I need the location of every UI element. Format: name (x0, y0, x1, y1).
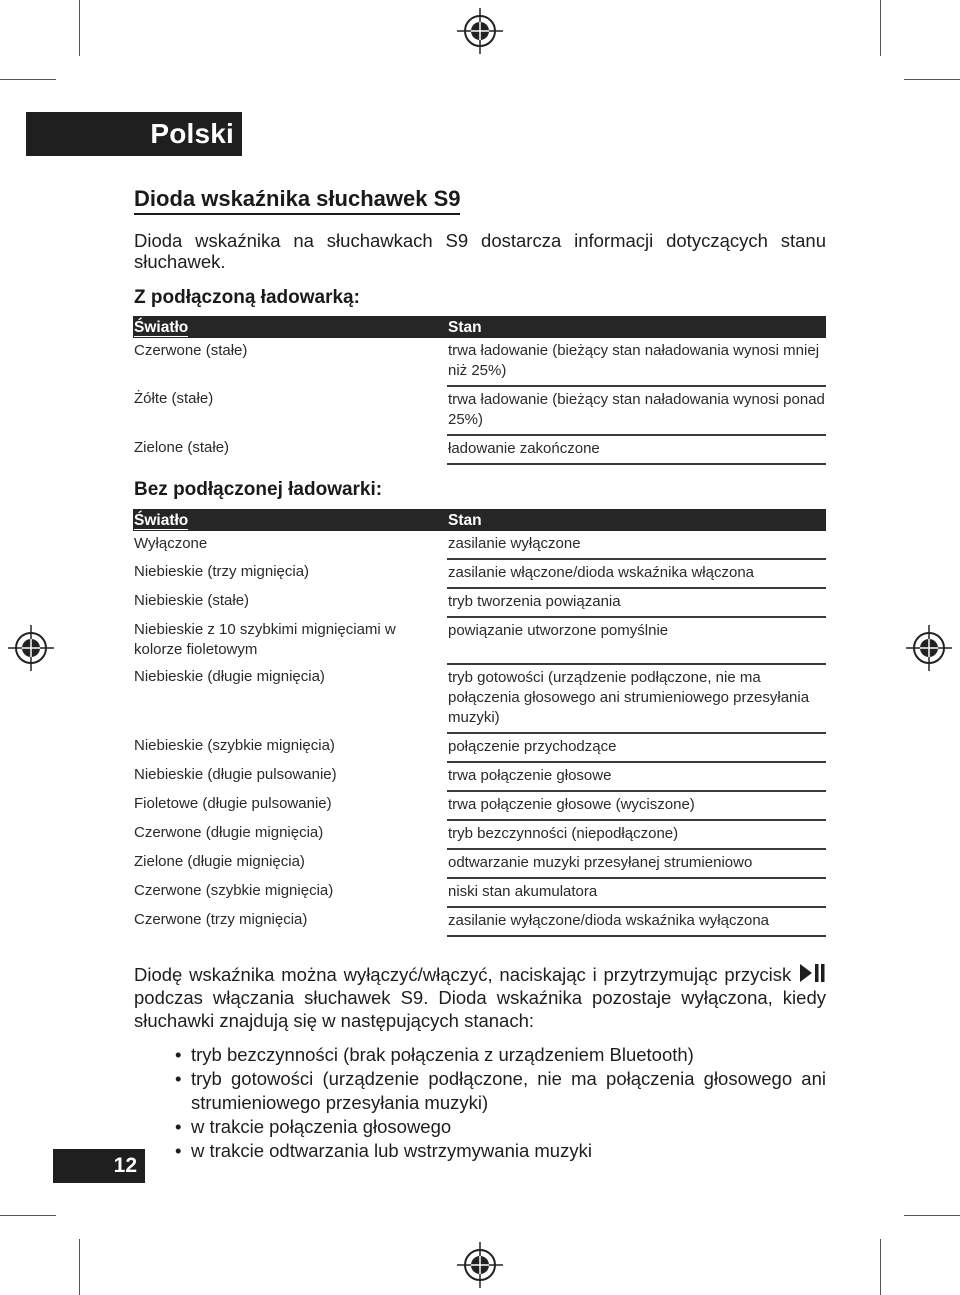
led-state-cell: połączenie przychodzące (447, 733, 826, 762)
table-row (133, 386, 826, 435)
play-pause-icon (798, 962, 826, 984)
led-state-cell: zasilanie włączone/dioda wskaźnika włączona (447, 559, 826, 588)
column-header-light (133, 316, 447, 338)
led-light-cell: Czerwone (szybkie mignięcia) (134, 882, 334, 899)
list-item (175, 1067, 826, 1115)
bullet: • (175, 1044, 182, 1065)
charger-led-table (133, 316, 826, 465)
table-row (133, 559, 826, 588)
led-light-cell: Fioletowe (długie pulsowanie) (134, 795, 332, 812)
list-item-text: tryb bezczynności (brak połączenia z urządzeniem Bluetooth) (191, 1044, 694, 1065)
led-light-cell: Niebieskie (stałe) (134, 592, 250, 609)
bullet: • (175, 1140, 182, 1161)
table-row (133, 820, 826, 849)
crop-mark (904, 79, 960, 80)
led-state-cell: trwa połączenie głosowe (wyciszone) (447, 791, 826, 820)
registration-mark-icon (457, 8, 503, 54)
column-header-state: Stan (447, 509, 826, 531)
registration-mark-icon (457, 1242, 503, 1288)
column-header-light-label: Światło (134, 319, 189, 336)
language-tab (26, 112, 242, 156)
table-row (133, 733, 826, 762)
led-light-cell: Zielone (stałe) (134, 439, 230, 456)
crop-mark (880, 1239, 881, 1295)
table-row (133, 435, 826, 464)
led-light-cell: Czerwone (trzy mignięcia) (134, 911, 308, 928)
toggle-paragraph (134, 962, 826, 1032)
table-header-row (133, 316, 826, 338)
led-light-cell: Niebieskie (długie mignięcia) (134, 668, 325, 685)
list-item-text: w trakcie połączenia głosowego (191, 1116, 452, 1137)
list-item (175, 1139, 826, 1163)
led-state-cell: tryb bezczynności (niepodłączone) (447, 820, 826, 849)
table-row (133, 849, 826, 878)
led-state-cell: tryb tworzenia powiązania (447, 588, 826, 617)
column-header-light (133, 509, 447, 531)
bullet: • (175, 1116, 182, 1137)
toggle-text-after: podczas włączania słuchawek S9. Dioda wskaźnika pozostaje wyłączona, kiedy słuchawki znajdują się w następujących stanach: (134, 987, 826, 1031)
crop-mark (0, 1215, 56, 1216)
list-item (175, 1115, 826, 1139)
led-light-cell: Niebieskie (długie pulsowanie) (134, 766, 337, 783)
conditions-list (175, 1043, 826, 1163)
led-state-cell: trwa połączenie głosowe (447, 762, 826, 791)
table-row (133, 338, 826, 386)
bullet: • (175, 1068, 182, 1089)
led-state-cell: powiązanie utworzone pomyślnie (447, 617, 826, 664)
crop-mark (0, 79, 56, 80)
no-charger-led-table (133, 509, 826, 937)
led-state-cell: trwa ładowanie (bieżący stan naładowania wynosi ponad 25%) (447, 386, 826, 435)
crop-mark (79, 0, 80, 56)
language-label: Polski (150, 118, 234, 149)
table-row (133, 664, 826, 733)
table-row (133, 531, 826, 559)
led-state-cell: niski stan akumulatora (447, 878, 826, 907)
section-title-charger: Z podłączoną ładowarką: (134, 287, 360, 308)
crop-mark (880, 0, 881, 56)
crop-mark (79, 1239, 80, 1295)
registration-mark-icon (906, 625, 952, 671)
page-number: 12 (113, 1154, 137, 1177)
page-title: Dioda wskaźnika słuchawek S9 (134, 186, 460, 215)
table-row (133, 791, 826, 820)
led-light-cell: Wyłączone (134, 535, 208, 552)
table-row (133, 762, 826, 791)
led-state-cell: tryb gotowości (urządzenie podłączone, nie ma połączenia głosowego ani strumieniowego przesyłania muzyki) (447, 664, 826, 733)
led-state-cell: ładowanie zakończone (447, 435, 826, 464)
toggle-text-before: Diodę wskaźnika można wyłączyć/włączyć, naciskając i przytrzymując przycisk (134, 964, 792, 985)
led-state-cell: zasilanie wyłączone (447, 531, 826, 559)
table-row (133, 878, 826, 907)
led-light-cell: Zielone (długie mignięcia) (134, 853, 305, 870)
intro-paragraph: Dioda wskaźnika na słuchawkach S9 dostarcza informacji dotyczących stanu słuchawek. (134, 230, 826, 272)
table-row (133, 617, 826, 664)
led-state-cell: odtwarzanie muzyki przesyłanej strumieniowo (447, 849, 826, 878)
led-light-cell: Żółte (stałe) (134, 390, 214, 407)
list-item (175, 1043, 826, 1067)
table-row (133, 588, 826, 617)
led-light-cell: Niebieskie (szybkie mignięcia) (134, 737, 335, 754)
led-light-cell: Czerwone (stałe) (134, 342, 248, 359)
led-light-cell: Niebieskie z 10 szybkimi mignięciami w kolorze fioletowym (134, 621, 396, 658)
led-state-cell: zasilanie wyłączone/dioda wskaźnika wyłączona (447, 907, 826, 936)
list-item-text: tryb gotowości (urządzenie podłączone, nie ma połączenia głosowego ani strumieniowego przesyłania muzyki) (191, 1068, 826, 1113)
table-row (133, 907, 826, 936)
page-number-box (53, 1149, 145, 1183)
list-item-text: w trakcie odtwarzania lub wstrzymywania muzyki (191, 1140, 592, 1161)
registration-mark-icon (8, 625, 54, 671)
led-light-cell: Niebieskie (trzy mignięcia) (134, 563, 310, 580)
led-state-cell: trwa ładowanie (bieżący stan naładowania wynosi mniej niż 25%) (447, 338, 826, 386)
crop-mark (904, 1215, 960, 1216)
section-title-no-charger: Bez podłączonej ładowarki: (134, 479, 383, 500)
column-header-state: Stan (447, 316, 826, 338)
table-header-row (133, 509, 826, 531)
led-light-cell: Czerwone (długie mignięcia) (134, 824, 324, 841)
column-header-light-label: Światło (134, 512, 189, 529)
